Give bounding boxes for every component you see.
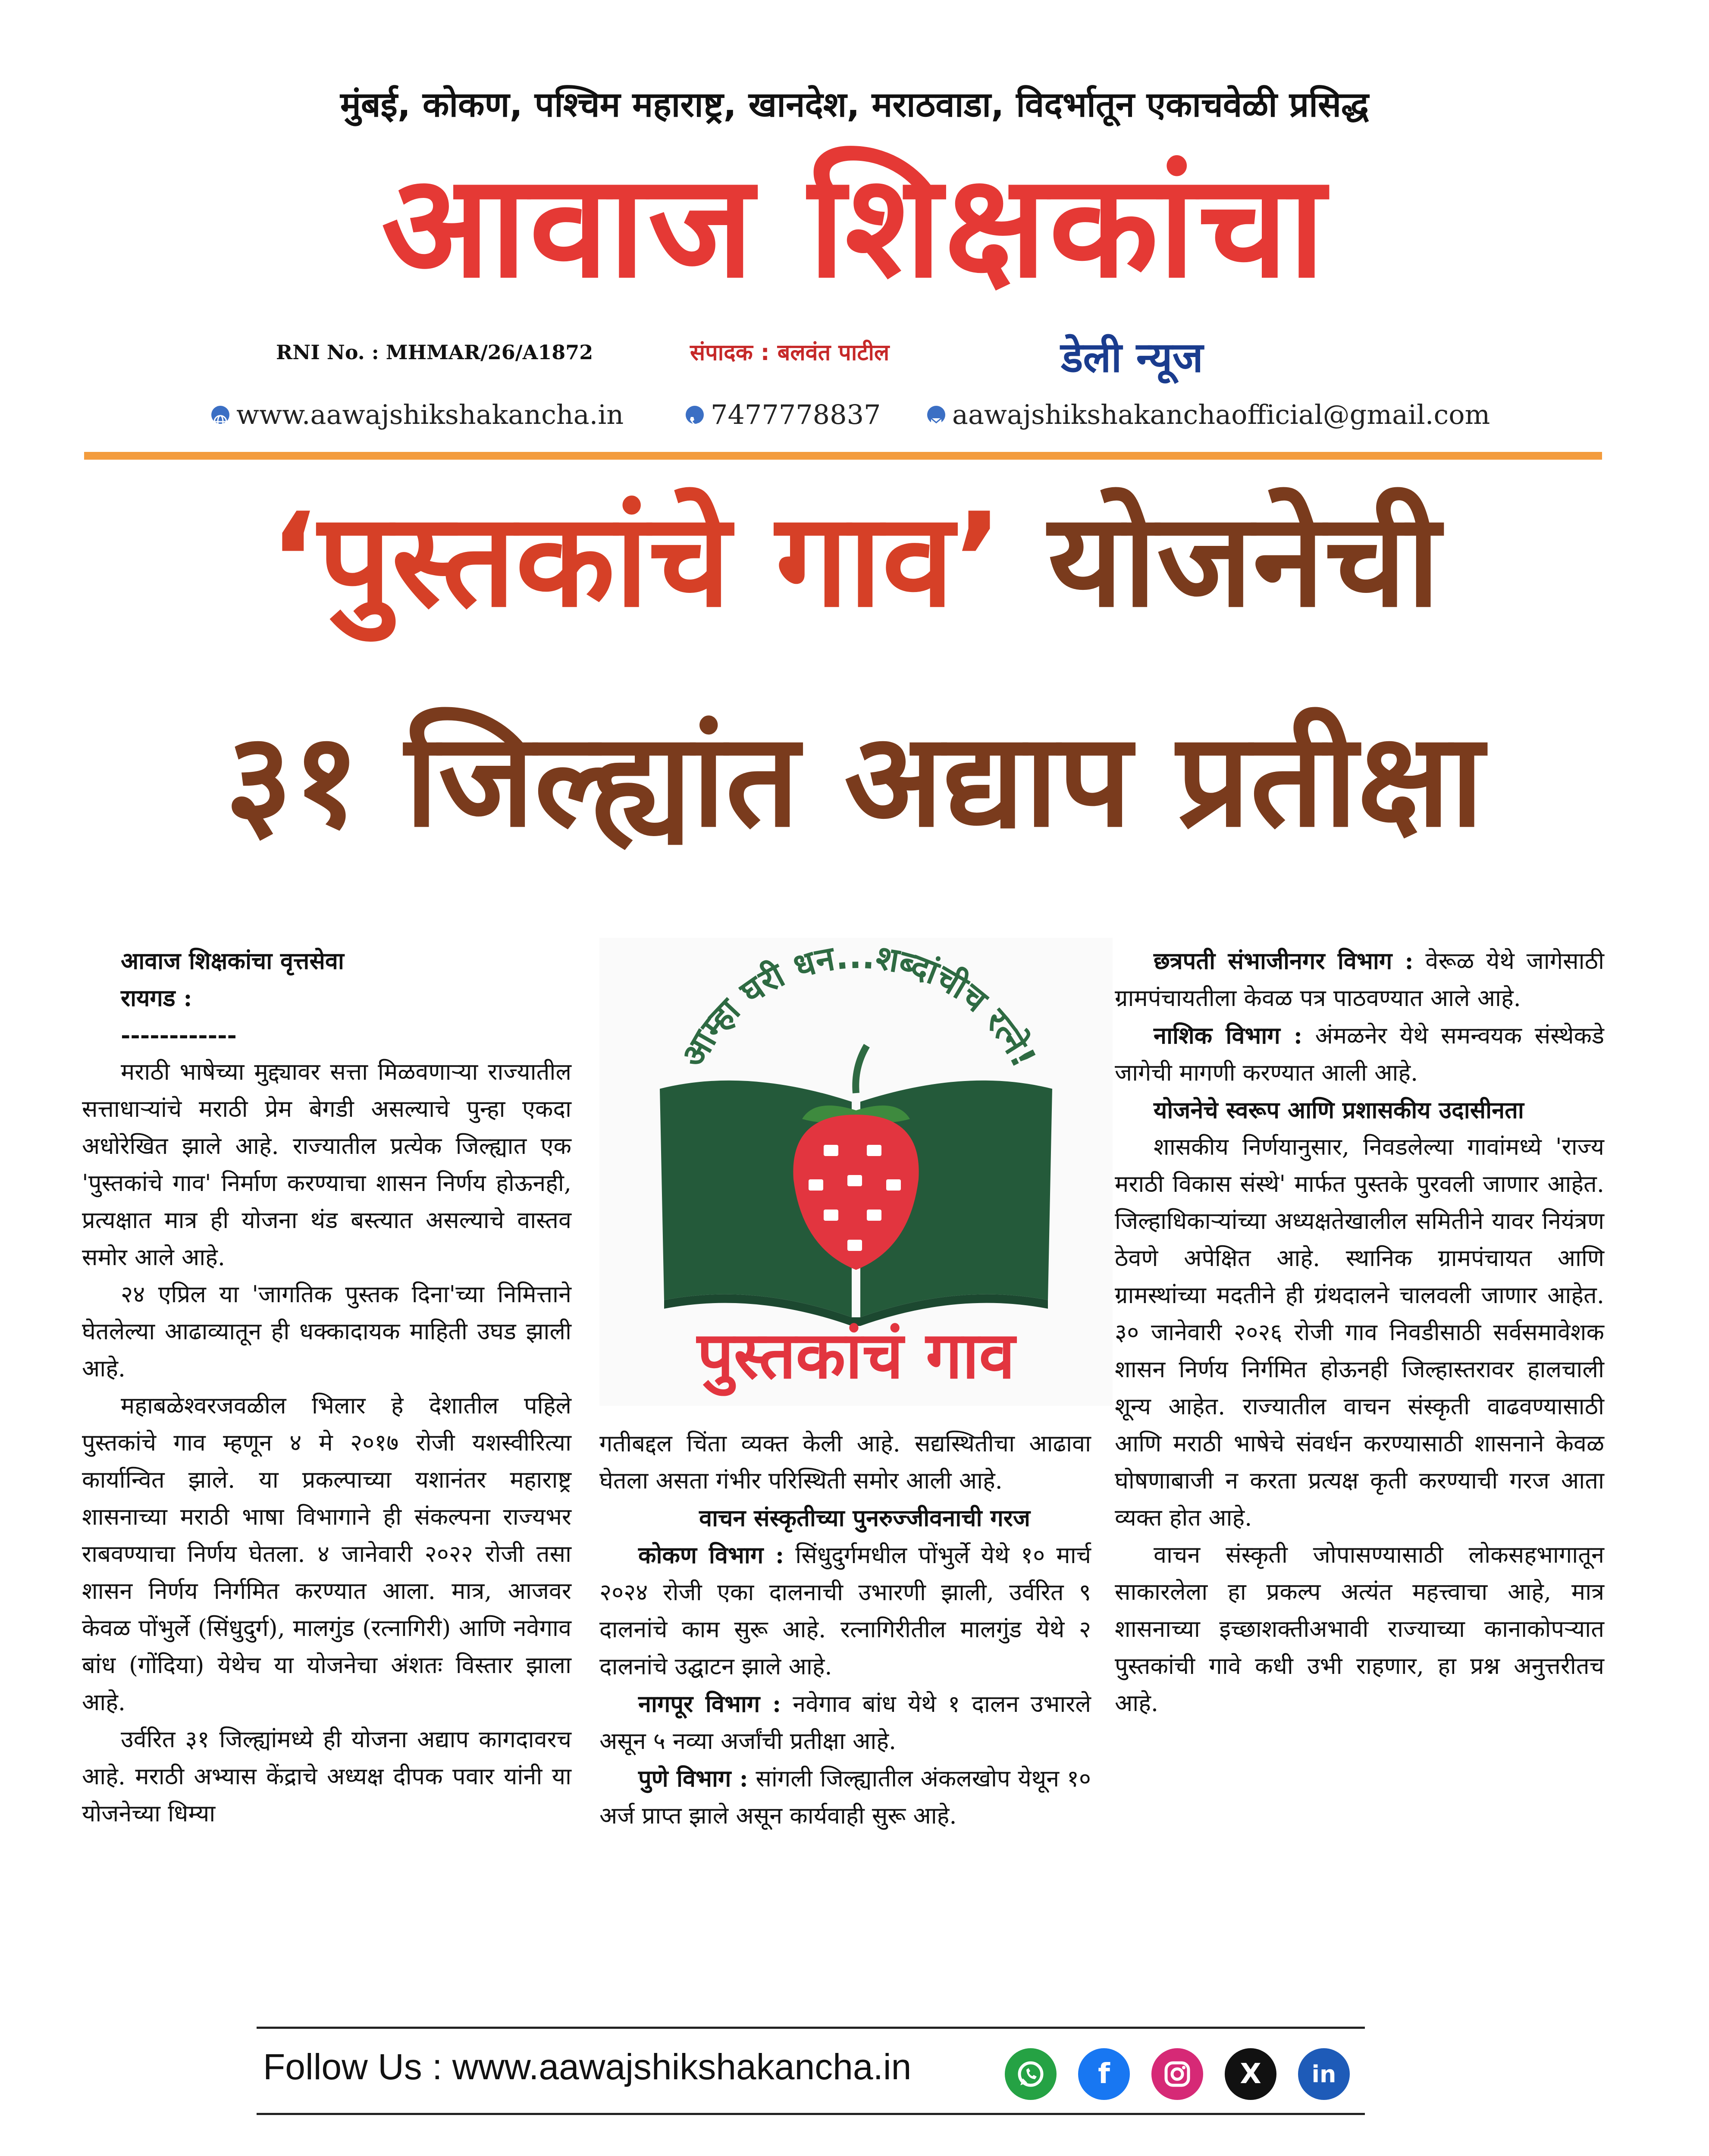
- col3-item: [1115, 942, 1604, 1017]
- item-label: छत्रपती संभाजीनगर विभाग :: [1154, 947, 1414, 975]
- item-text: सिंधुदुर्गमधील पोंभुर्ले येथे १० मार्च २०२४ रोजी एका दालनाची उभारणी झाली, उर्वरित ९ दालनांचे काम सुरू आहे. रत्नागिरीतील मालगुंड येथे २ दालनांचे उद्घाटन झाले आहे.: [599, 1542, 1091, 1680]
- headline-line-1: [0, 485, 1709, 636]
- col3-paragraph: शासकीय निर्णयानुसार, निवडलेल्या गावांमध्ये 'राज्य मराठी विकास संस्थे' मार्फत पुस्तके पुरवली जाणार आहेत. जिल्हाधिकाऱ्यांच्या अध्यक्षतेखालील समितीने यावर नियंत्रण ठेवणे अपेक्षित आहे. स्थानिक ग्रामपंचायत आणि ग्रामस्थांच्या मदतीने ही ग्रंथदालने चालवली जाणार आहेत. ३० जानेवारी २०२६ रोजी गाव निवडीसाठी सर्वसमावेशक शासन निर्णय निर्गमित होऊनही जिल्हास्तरावर हालचाली शून्य आहेत. राज्यातील वाचन संस्कृती वाढवण्यासाठी आणि मराठी भाषेचे संवर्धन करण्यासाठी शासनाने केवळ घोषणाबाजी न करता प्रत्यक्ष कृती करण्याची गरज आता व्यक्त होत आहे.: [1115, 1133, 1604, 1531]
- col2-item: [599, 1760, 1091, 1834]
- facebook-glyph: f: [1098, 2058, 1110, 2090]
- website-text[interactable]: www.aawajshikshakancha.in: [236, 399, 624, 430]
- phone-text[interactable]: 7477778837: [711, 399, 881, 430]
- edition-label: डेली न्यूज: [1061, 333, 1203, 382]
- editor-name: संपादक : बलवंत पाटील: [690, 340, 890, 366]
- item-text: अंमळनेर येथे समन्वयक संस्थेकडे जागेची मागणी करण्यात आली आहे.: [1115, 1022, 1605, 1086]
- rni-number: RNI No. : MHMAR/26/A1872: [276, 341, 593, 364]
- col1-paragraph: महाबळेश्वरजवळील भिलार हे देशातील पहिले पुस्तकांचे गाव म्हणून ४ मे २०१७ रोजी यशस्वीरित्या कार्यान्वित झाले. या प्रकल्पाच्या यशानंतर महाराष्ट्र शासनाच्या मराठी भाषा विभागाने ही संकल्पना राज्यभर राबवण्याचा निर्णय घेतला. ४ जानेवारी २०२२ रोजी तसा शासन निर्णय निर्गमित करण्यात आला. मात्र, आजवर केवळ पोंभुर्ले (सिंधुदुर्ग), मालगुंड (रत्नागिरी) आणि नवेगाव बांध (गोंदिया) येथेच या योजनेचा अंशतः विस्तार झाला आहे.: [82, 1392, 571, 1716]
- footer-bottom-rule: [257, 2113, 1365, 2115]
- item-text: सांगली जिल्ह्यातील अंकलखोप येथून १० अर्ज प्राप्त झाले असून कार्यवाही सुरू आहे.: [599, 1765, 1091, 1829]
- item-label: नाशिक विभाग :: [1154, 1022, 1302, 1049]
- item-label: पुणे विभाग :: [638, 1764, 748, 1792]
- linkedin-glyph: in: [1311, 2060, 1336, 2088]
- col3-subheading: योजनेचे स्वरूप आणि प्रशासकीय उदासीनता: [1154, 1096, 1524, 1124]
- article-column-2: [599, 1425, 1091, 1834]
- x-icon[interactable]: [1225, 2048, 1276, 2100]
- dateline-dashes: ------------: [121, 1021, 237, 1049]
- email-text[interactable]: aawajshikshakanchaofficial@gmail.com: [952, 399, 1490, 430]
- header-divider: [84, 452, 1602, 460]
- linkedin-icon[interactable]: [1298, 2048, 1350, 2100]
- x-glyph: X: [1240, 2058, 1261, 2090]
- col1-paragraph: २४ एप्रिल या 'जागतिक पुस्तक दिना'च्या निमित्ताने घेतलेल्या आढाव्यातून ही धक्कादायक माहिती उघड झाली आहे.: [82, 1281, 571, 1382]
- article-column-1: [82, 942, 571, 1832]
- article-column-3: [1115, 942, 1604, 1722]
- col3-paragraph: वाचन संस्कृती जोपासण्यासाठी लोकसहभागातून साकारलेला हा प्रकल्प अत्यंत महत्त्वाचा आहे, मात्र शासनाच्या इच्छाशक्तीअभावी राज्याच्या कानाकोपऱ्यात पुस्तकांची गावे कधी उभी राहणार, हा प्रश्न अनुत्तरीतच आहे.: [1115, 1541, 1604, 1717]
- col2-subheading: वाचन संस्कृतीच्या पुनरुज्जीवनाची गरज: [699, 1504, 1030, 1532]
- facebook-icon[interactable]: [1078, 2048, 1130, 2100]
- logo-caption: पुस्तकांचं गाव: [697, 1318, 1015, 1393]
- headline-rest: योजनेची: [1048, 485, 1440, 636]
- whatsapp-icon[interactable]: [1005, 2048, 1057, 2100]
- headline-quoted: ‘पुस्तकांचे गाव’: [269, 485, 1003, 636]
- article-dateline: रायगड :: [121, 984, 192, 1012]
- headline-line-2: ३१ जिल्ह्यांत अद्याप प्रतीक्षा: [225, 705, 1484, 856]
- tagline: मुंबई, कोकण, पश्चिम महाराष्ट्र, खानदेश, मराठवाडा, विदर्भातून एकाचवेळी प्रसिद्ध: [340, 85, 1369, 125]
- phone-contact[interactable]: [686, 399, 881, 430]
- item-text: नवेगाव बांध येथे १ दालन उभारले असून ५ नव्या अर्जांची प्रतीक्षा आहे.: [599, 1690, 1091, 1755]
- col1-paragraph: उर्वरित ३१ जिल्ह्यांमध्ये ही योजना अद्याप कागदावरच आहे. मराठी अभ्यास केंद्राचे अध्यक्ष दीपक पवार यांनी या योजनेच्या धिम्या: [82, 1726, 571, 1827]
- col1-paragraph: मराठी भाषेच्या मुद्द्यावर सत्ता मिळवणाऱ्या राज्यातील सत्ताधाऱ्यांचे मराठी प्रेम बेगडी असल्याचे पुन्हा एकदा अधोरेखित झाले आहे. राज्यातील प्रत्येक जिल्ह्यात एक 'पुस्तकांचे गाव' निर्माण करण्याचा शासन निर्णय होऊनही, प्रत्यक्षात मात्र ही योजना थंड बस्त्यात असल्याचे वास्तव समोर आले आहे.: [82, 1058, 571, 1271]
- instagram-icon[interactable]: [1151, 2048, 1203, 2100]
- item-label: कोकण विभाग :: [638, 1541, 784, 1569]
- email-contact[interactable]: [927, 399, 1490, 430]
- article-byline: आवाज शिक्षकांचा वृत्तसेवा: [121, 947, 344, 975]
- col2-intro: गतीबद्दल चिंता व्यक्त केली आहे. सद्यस्थितीचा आढावा घेतला असता गंभीर परिस्थिती समोर आली आहे.: [599, 1430, 1091, 1494]
- follow-us-text[interactable]: Follow Us : www.aawajshikshakancha.in: [263, 2046, 912, 2087]
- item-label: नागपूर विभाग :: [638, 1690, 781, 1717]
- item-text: वेरूळ येथे जागेसाठी ग्रामपंचायतीला केवळ पत्र पाठवण्यात आले आहे.: [1115, 947, 1604, 1012]
- footer-top-rule: [257, 2027, 1365, 2029]
- logo-arc-text: आम्हा घरी धन...शब्दांचीच रत्ने!: [673, 938, 1043, 1074]
- phone-icon: [686, 406, 704, 424]
- col3-item: [1115, 1017, 1604, 1091]
- col2-item: [599, 1685, 1091, 1760]
- globe-icon: [211, 406, 229, 424]
- website-contact[interactable]: [211, 399, 624, 430]
- pustakanche-gaav-logo: [599, 938, 1113, 1406]
- col2-item: [599, 1536, 1091, 1685]
- email-icon: [927, 406, 945, 424]
- masthead-title: आवाज शिक्षकांचा: [381, 144, 1328, 309]
